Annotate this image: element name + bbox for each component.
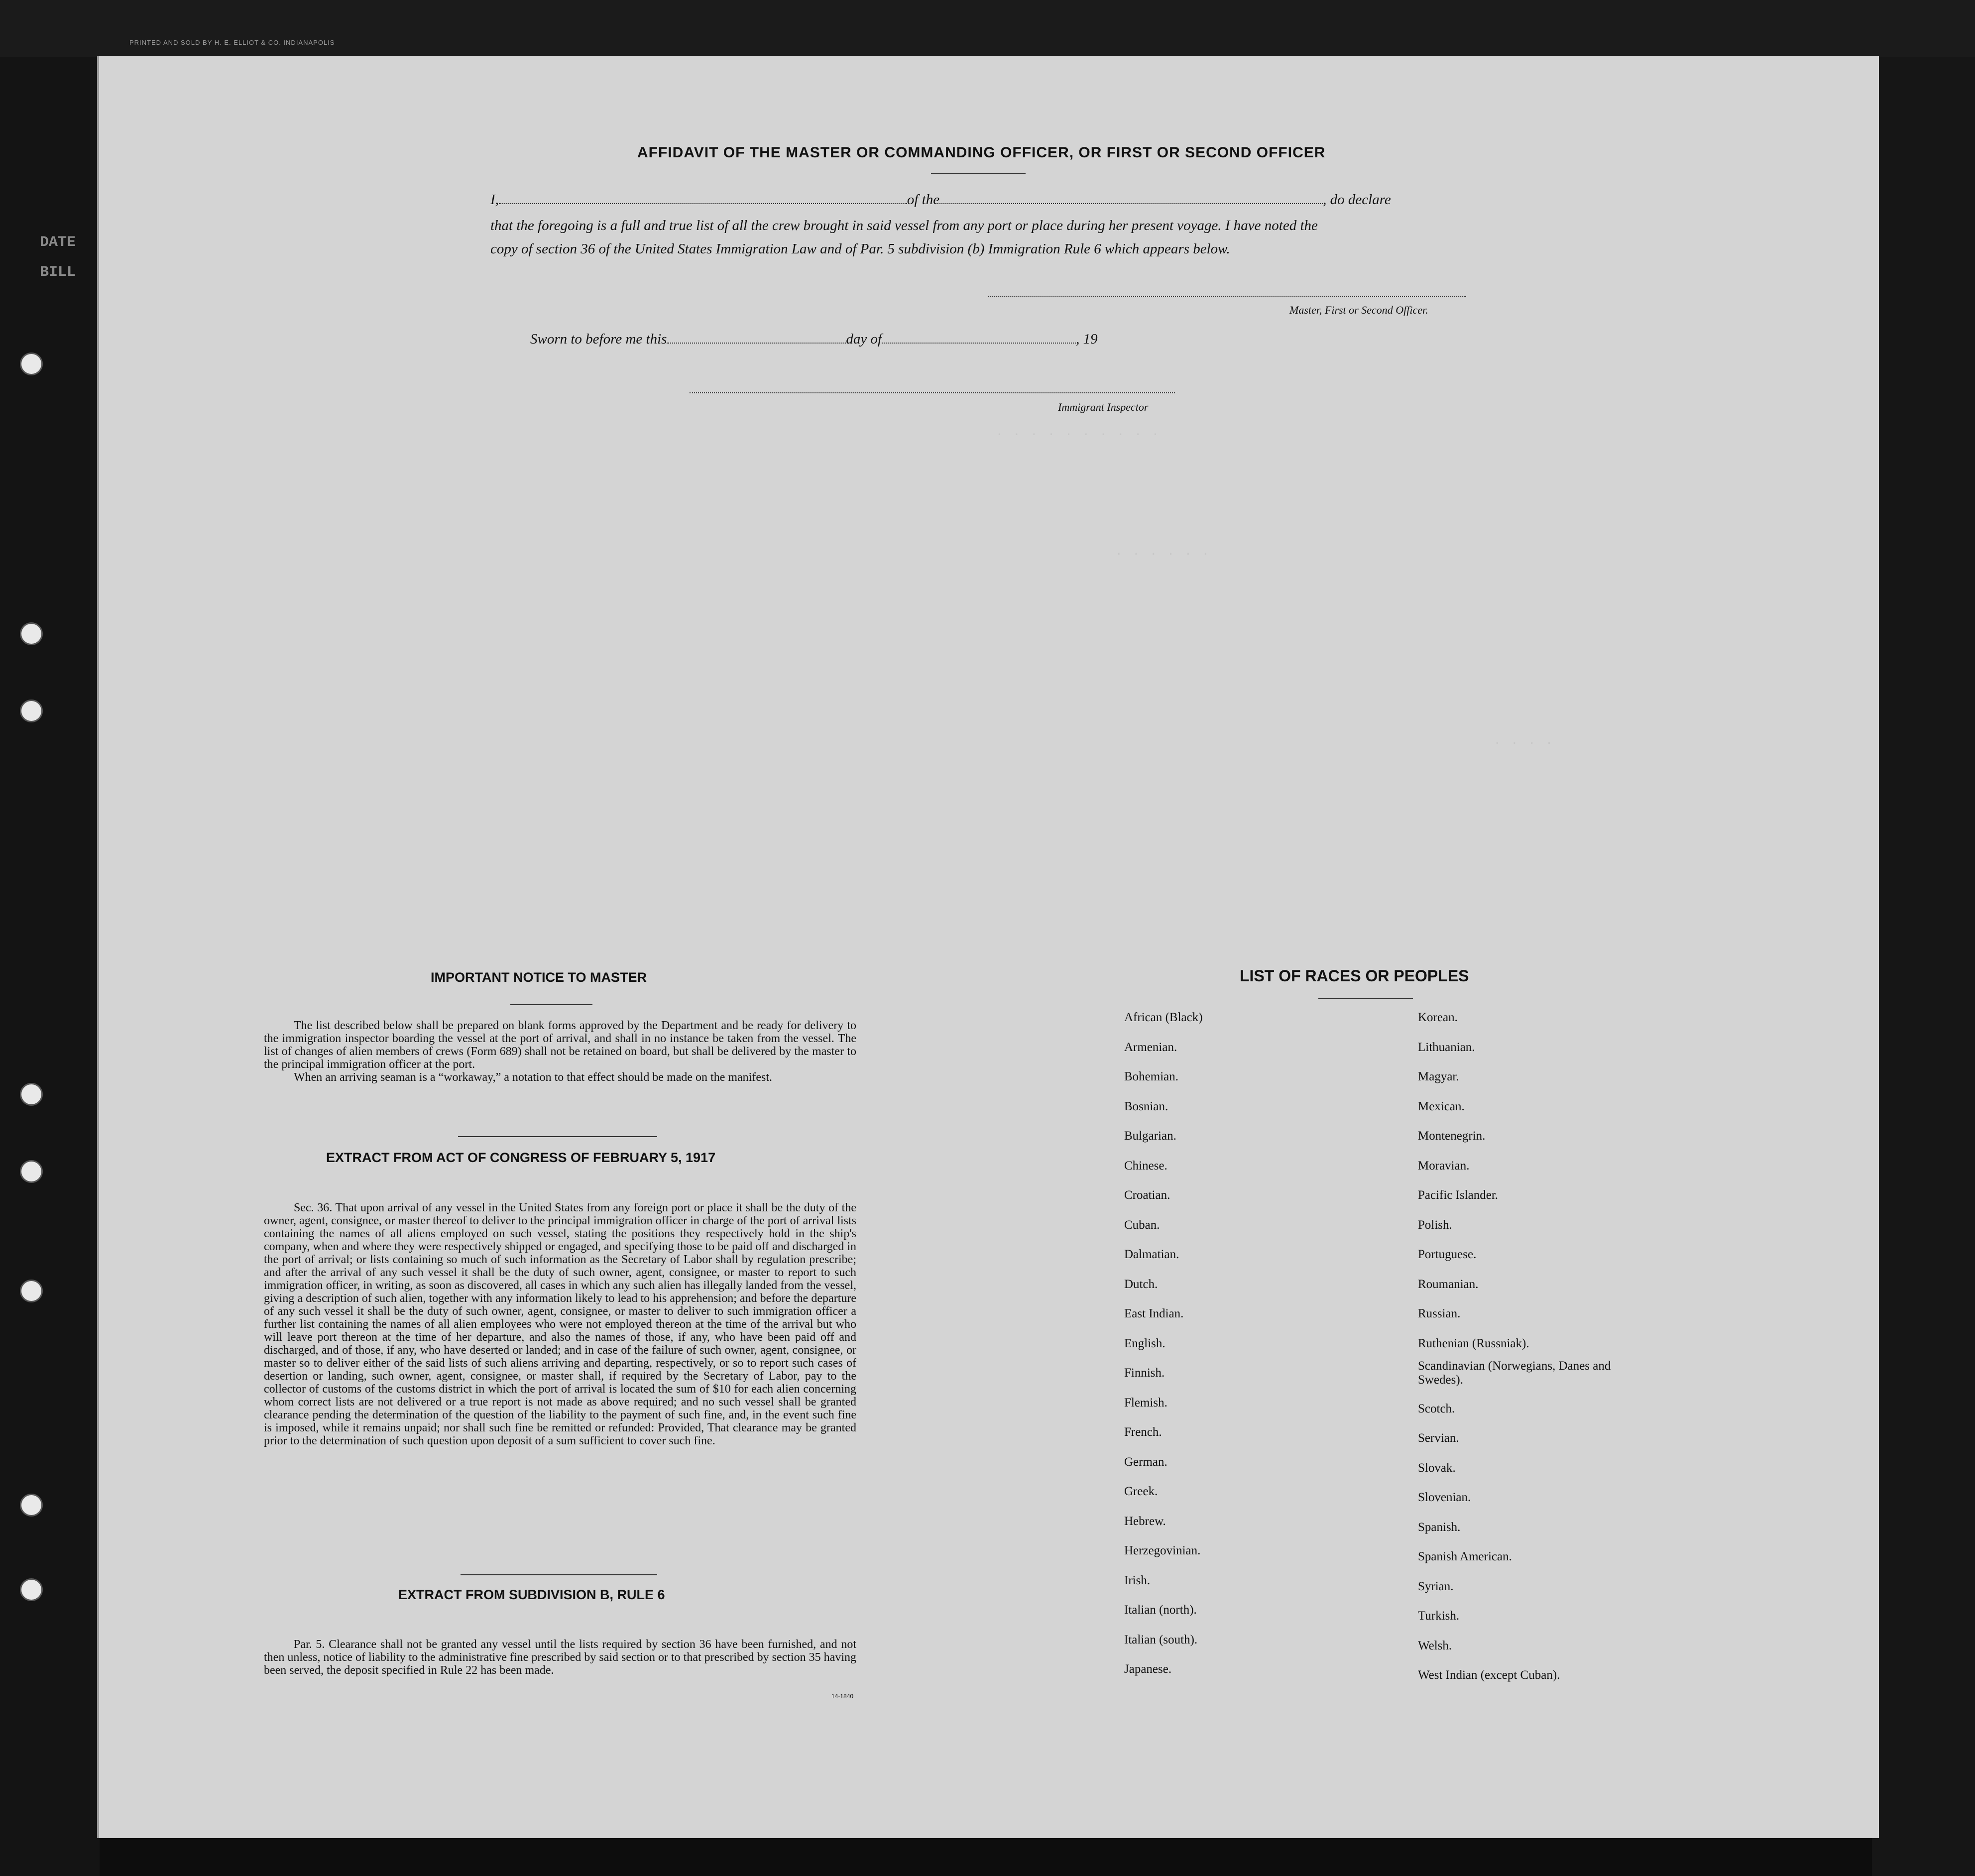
race-item: Bohemian.: [1124, 1070, 1179, 1083]
section-rule: [461, 1574, 657, 1575]
vessel-name-field[interactable]: [939, 193, 1323, 204]
printer-imprint: PRINTED AND SOLD BY H. E. ELLIOT & CO. INDIANAPOLIS: [129, 39, 335, 46]
race-item: Scandinavian (Norwegians, Danes and Swedes).: [1418, 1359, 1611, 1387]
vessel-of-label: of the: [907, 192, 940, 208]
edge-label-bill: BILL: [40, 264, 76, 281]
race-item: Montenegrin.: [1418, 1129, 1486, 1143]
declare-label: , do declare: [1323, 192, 1391, 208]
race-item: French.: [1124, 1425, 1162, 1439]
section-36-paragraph: Sec. 36. That upon arrival of any vessel in the United States from any foreign port or place it shall be the duty of the owner, agent, consignee, or master thereof to deliver to the principal immigration officer in charge of the port of arrival lists containing the names of all aliens employed on such vessel, stating the positions they respectively hold in the ship's company, when and where they were respectively shipped or engaged, and specifying those to be paid off and discharged in the port of arrival; or lists containing so much of such information as the Secretary of Labor shall by regulation prescribe; and after the arrival of any such vessel it shall be the duty of such owner, agent, consignee, or master to report to such immigration officer, in writing, as soon as discovered, all cases in which any such alien has illegally landed from the vessel, giving a description of such alien, together with any information likely to lead to his apprehension; and before the departure of any such vessel it shall be the duty of such owner, agent, consignee, or master to deliver to such immigration officer a further list containing the names of all alien employees who were not employed thereon at the time of the arrival but who will leave port thereon at the time of her departure, and also the names of those, if any, who have been paid off and discharged, and of those, if any, who have deserted or landed; and in case of the failure of such owner, agent, consignee, or master so to deliver either of the said lists of such aliens arriving and departing, respectively, or so to report such cases of desertion or landing, such owner, agent, consignee, or master shall, if required by the Secretary of Labor, pay to the collector of customs of the customs district in which the port of arrival is located the sum of $10 for each alien concerning whom correct lists are not delivered or a true report is not made as above required; and no such vessel shall be granted clearance pending the determination of the question of the liability to the payment of such fine, and, in the event such fine is imposed, while it remains unpaid; nor shall such fine be remitted or refunded: Provided, That clearance may be granted prior to the determination of such question upon deposit of a sum sufficient to cover such fine.: [264, 1201, 856, 1447]
inspector-signature-label: Immigrant Inspector: [1058, 401, 1149, 413]
sworn-line: [530, 331, 1098, 348]
races-title: LIST OF RACES OR PEOPLES: [1240, 967, 1469, 985]
race-item: Bosnian.: [1124, 1100, 1168, 1113]
race-item: Greek.: [1124, 1485, 1158, 1498]
race-item: English.: [1124, 1337, 1165, 1350]
race-item: Roumanian.: [1418, 1278, 1479, 1291]
race-item: Mexican.: [1418, 1100, 1465, 1113]
form-number: 14-1840: [831, 1693, 854, 1700]
binder-right-edge: [1872, 57, 1975, 1876]
declarant-prefix: I,: [490, 192, 499, 208]
race-item: Italian (north).: [1124, 1603, 1197, 1617]
binder-left-edge: [0, 0, 100, 1876]
edge-label-date: DATE: [40, 234, 76, 251]
punch-hole: [20, 1083, 43, 1106]
race-item: Dutch.: [1124, 1278, 1158, 1291]
sworn-month-field[interactable]: [882, 333, 1076, 344]
punch-hole: [20, 1160, 43, 1183]
race-item: Spanish.: [1418, 1521, 1461, 1534]
race-item: Slovenian.: [1418, 1491, 1471, 1504]
notice-title: IMPORTANT NOTICE TO MASTER: [431, 970, 647, 985]
bleed-through-mark: · · · · · · · · · ·: [996, 428, 1161, 442]
race-item: West Indian (except Cuban).: [1418, 1668, 1560, 1682]
race-item: Scotch.: [1418, 1402, 1455, 1415]
officer-signature-label: Master, First or Second Officer.: [1289, 304, 1428, 316]
punch-hole: [20, 1494, 43, 1517]
document-page: [97, 56, 1879, 1838]
race-item: Polish.: [1418, 1218, 1452, 1232]
declaration-text-line: that the foregoing is a full and true list of all the crew brought in said vessel from any port or place during her present voyage. I have noted the: [490, 218, 1318, 234]
section-rule: [1318, 998, 1413, 999]
year-label: , 19: [1076, 331, 1098, 347]
day-of-label: day of: [846, 331, 882, 347]
race-item: Turkish.: [1418, 1609, 1460, 1623]
race-item: German.: [1124, 1455, 1167, 1469]
race-item: Slovak.: [1418, 1461, 1456, 1475]
notice-paragraph: When an arriving seaman is a “workaway,” a notation to that effect should be made on the manifest.: [294, 1071, 772, 1084]
race-item: Pacific Islander.: [1418, 1188, 1499, 1202]
punch-hole: [20, 622, 43, 645]
race-item: Irish.: [1124, 1574, 1151, 1587]
race-item: Moravian.: [1418, 1159, 1470, 1172]
race-item: Portuguese.: [1418, 1248, 1477, 1261]
extract-act-title: EXTRACT FROM ACT OF CONGRESS OF FEBRUARY 5, 1917: [326, 1150, 716, 1165]
notice-paragraph: The list described below shall be prepared on blank forms approved by the Department and be ready for delivery to the immigration inspector boarding the vessel at the port of arrival, and shall in no instance be taken from the vessel. The list of changes of alien members of crews (Form 689) shall not be retained on board, but shall be delivered by the master to the principal immigration officer at the port.: [264, 1019, 856, 1071]
sworn-label: Sworn to before me this: [530, 331, 667, 347]
binder-top-strip: [0, 0, 1975, 57]
bleed-through-mark: · · · · · ·: [1115, 548, 1211, 561]
sworn-day-field[interactable]: [667, 333, 846, 344]
officer-signature-field[interactable]: [988, 296, 1466, 297]
race-item: Lithuanian.: [1418, 1041, 1475, 1054]
rule-paragraph: Par. 5. Clearance shall not be granted any vessel until the lists required by section 36 have been furnished, and not then unless, notice of liability to the administrative fine prescribed by said section or to that prescribed by section 35 having been served, the deposit specified in Rule 22 has been made.: [264, 1638, 856, 1677]
race-item: Syrian.: [1418, 1580, 1454, 1593]
punch-hole: [20, 1280, 43, 1302]
race-item: Croatian.: [1124, 1188, 1170, 1202]
notice-text: [264, 1019, 856, 1084]
extract-rule-title: EXTRACT FROM SUBDIVISION B, RULE 6: [398, 1587, 665, 1602]
race-item: Herzegovinian.: [1124, 1544, 1201, 1557]
punch-hole: [20, 352, 43, 375]
race-item: Cuban.: [1124, 1218, 1160, 1232]
punch-hole: [20, 1578, 43, 1601]
race-item: African (Black): [1124, 1011, 1203, 1024]
race-item: Japanese.: [1124, 1662, 1172, 1676]
inspector-signature-field[interactable]: [690, 392, 1175, 393]
race-item: Bulgarian.: [1124, 1129, 1176, 1143]
race-item: Welsh.: [1418, 1639, 1452, 1652]
race-item: Chinese.: [1124, 1159, 1167, 1172]
race-item: Spanish American.: [1418, 1550, 1512, 1563]
race-item: Korean.: [1418, 1011, 1458, 1024]
declaration-text-line: copy of section 36 of the United States Immigration Law and of Par. 5 subdivision (b) Immigration Rule 6 which appears below.: [490, 241, 1230, 257]
race-item: Hebrew.: [1124, 1515, 1166, 1528]
section-rule: [510, 1004, 592, 1005]
race-item: Servian.: [1418, 1431, 1459, 1445]
race-item: Flemish.: [1124, 1396, 1167, 1409]
declarant-line: [490, 192, 1391, 208]
race-item: Italian (south).: [1124, 1633, 1198, 1646]
extract-act-text: [264, 1201, 856, 1447]
punch-hole: [20, 700, 43, 722]
race-item: Finnish.: [1124, 1366, 1165, 1380]
section-rule: [458, 1136, 657, 1137]
extract-rule-text: [264, 1638, 856, 1677]
race-item: Armenian.: [1124, 1041, 1177, 1054]
race-item: East Indian.: [1124, 1307, 1184, 1320]
bleed-through-mark: · · · ·: [1494, 737, 1554, 750]
title-rule: [931, 173, 1026, 174]
race-item: Dalmatian.: [1124, 1248, 1179, 1261]
race-item: Ruthenian (Russniak).: [1418, 1337, 1529, 1350]
affidavit-title: AFFIDAVIT OF THE MASTER OR COMMANDING OFFICER, OR FIRST OR SECOND OFFICER: [637, 144, 1326, 161]
officer-name-field[interactable]: [499, 193, 907, 204]
race-item: Russian.: [1418, 1307, 1461, 1320]
race-item: Magyar.: [1418, 1070, 1459, 1083]
